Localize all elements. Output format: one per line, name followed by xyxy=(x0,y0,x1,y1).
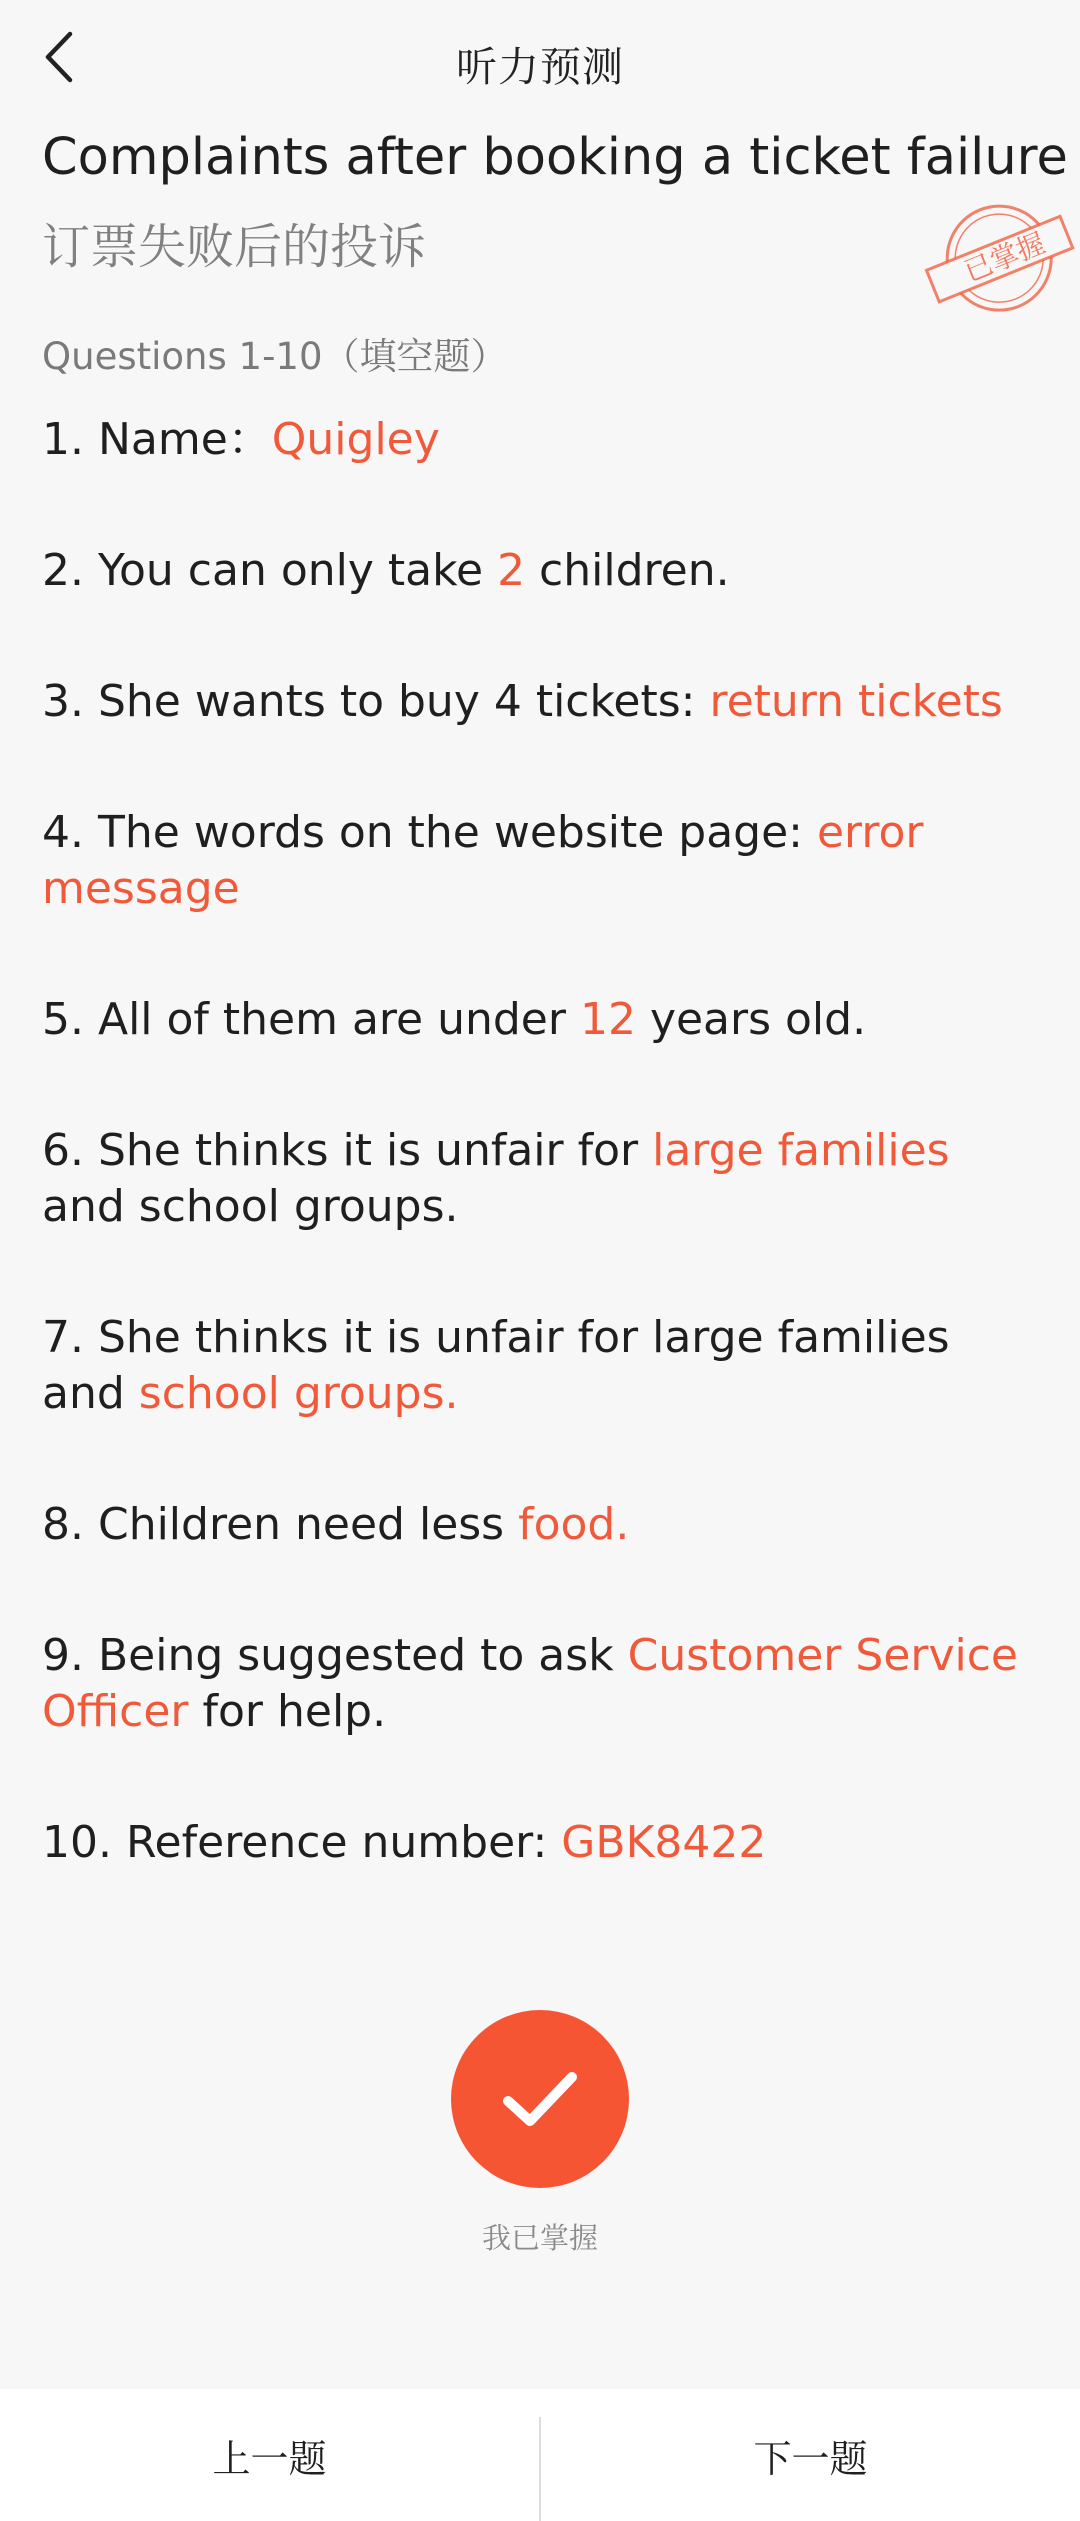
mastered-section xyxy=(0,2010,1080,2257)
question-item xyxy=(42,674,1003,730)
section-label: Questions 1-10（填空题） xyxy=(42,335,508,378)
question-text: 4. The words on the website page: xyxy=(42,807,817,858)
question-item xyxy=(42,412,440,468)
question-text: 3. She wants to buy 4 tickets: xyxy=(42,676,710,727)
checkmark-icon xyxy=(492,2051,588,2147)
answer-text: 2 xyxy=(497,545,526,596)
question-item xyxy=(42,992,866,1048)
question-text: years old. xyxy=(635,994,867,1045)
answer-text: 12 xyxy=(579,994,636,1045)
page-title: 听力预测 xyxy=(456,43,624,91)
question-item xyxy=(42,543,730,599)
top-nav-bar xyxy=(0,0,1080,124)
answer-text: school groups. xyxy=(138,1368,459,1419)
question-text: 5. All of them are under xyxy=(42,994,580,1045)
question-text: 6. She thinks it is unfair for xyxy=(42,1125,653,1176)
question-text: children. xyxy=(525,545,730,596)
stamp-text: 已掌握 xyxy=(959,226,1050,289)
question-text: 8. Children need less xyxy=(42,1499,519,1550)
answer-text: Quigley xyxy=(271,414,440,465)
question-text: and school groups. xyxy=(42,1181,459,1232)
question-item xyxy=(42,1497,629,1553)
question-text: 2. You can only take xyxy=(42,545,498,596)
question-text: 7. She thinks it is unfair for large families and xyxy=(42,1312,950,1419)
answer-text: Customer Service Officer xyxy=(42,1630,1018,1737)
question-text: 10. Reference number: xyxy=(42,1817,562,1868)
mastered-stamp-icon xyxy=(920,198,1080,316)
answer-text: return tickets xyxy=(709,676,1003,727)
topic-title-english: Complaints after booking a ticket failure xyxy=(42,128,1068,187)
previous-question-button[interactable]: 上一题 xyxy=(212,2436,327,2481)
question-item xyxy=(42,1310,1042,1422)
answer-text: error message xyxy=(42,807,924,914)
question-item xyxy=(42,1123,1042,1235)
answer-text: food. xyxy=(518,1499,630,1550)
topic-title-chinese: 订票失败后的投诉 xyxy=(42,219,427,275)
mastered-label: 我已掌握 xyxy=(481,2221,598,2255)
question-item xyxy=(42,805,1042,917)
question-text: 1. Name： xyxy=(42,414,272,465)
question-text: 9. Being suggested to ask xyxy=(42,1630,628,1681)
answer-text: large families xyxy=(652,1125,950,1176)
next-question-button[interactable]: 下一题 xyxy=(753,2436,868,2481)
question-item xyxy=(42,1628,1042,1740)
answer-text: GBK8422 xyxy=(561,1817,767,1868)
question-text: for help. xyxy=(188,1686,387,1737)
mastered-button[interactable] xyxy=(451,2010,629,2188)
question-item xyxy=(42,1815,766,1871)
bottom-nav-bar xyxy=(0,2389,1080,2521)
